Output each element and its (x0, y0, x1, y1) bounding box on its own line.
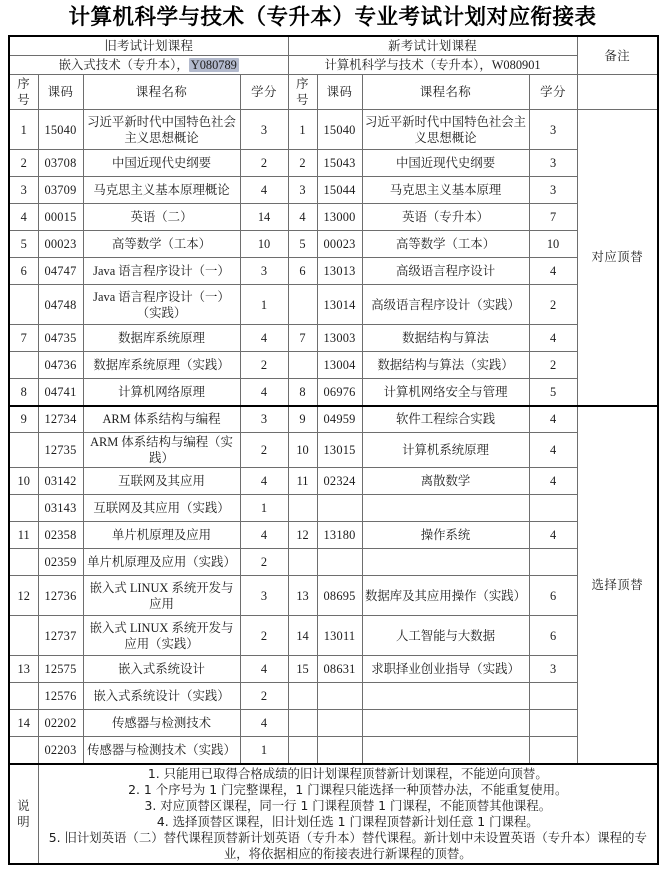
cell-old-no (9, 352, 38, 379)
cell-old-name: 马克思主义基本原理概论 (83, 177, 240, 204)
cell-new-no: 10 (288, 433, 317, 468)
cell-new-credit: 4 (529, 522, 577, 549)
cell-new-credit: 2 (529, 285, 577, 325)
cell-new-name: 高级语言程序设计 (362, 258, 529, 285)
cell-new-credit: 3 (529, 177, 577, 204)
cell-new-no: 14 (288, 616, 317, 656)
notes-row (9, 764, 658, 864)
cell-old-no (9, 683, 38, 710)
column-header-new-name: 课程名称 (362, 75, 529, 110)
cell-old-name: 计算机网络原理 (83, 379, 240, 406)
cell-new-code: 13000 (317, 204, 362, 231)
table-row (9, 683, 658, 710)
table-row (9, 549, 658, 576)
cell-old-no: 7 (9, 325, 38, 352)
cell-new-name: 数据结构与算法 (362, 325, 529, 352)
cell-new-name: 人工智能与大数据 (362, 616, 529, 656)
cell-old-no: 13 (9, 656, 38, 683)
cell-old-no (9, 549, 38, 576)
cell-old-no: 11 (9, 522, 38, 549)
remark-column-header: 备注 (577, 36, 658, 75)
cell-new-code: 08695 (317, 576, 362, 616)
cell-new-code: 13015 (317, 433, 362, 468)
cell-old-code: 03143 (38, 495, 83, 522)
cell-new-credit (529, 683, 577, 710)
cell-new-no: 3 (288, 177, 317, 204)
cell-new-credit (529, 495, 577, 522)
cell-old-code: 04736 (38, 352, 83, 379)
cell-new-name: 求职择业创业指导（实践） (362, 656, 529, 683)
cell-new-credit: 5 (529, 379, 577, 406)
cell-old-credit: 14 (240, 204, 288, 231)
cell-new-code: 04959 (317, 406, 362, 433)
cell-new-no (288, 683, 317, 710)
cell-old-credit: 3 (240, 258, 288, 285)
cell-old-no (9, 616, 38, 656)
cell-new-name (362, 495, 529, 522)
cell-new-name: 高级语言程序设计（实践） (362, 285, 529, 325)
cell-new-code (317, 549, 362, 576)
cell-new-name (362, 683, 529, 710)
cell-old-no (9, 433, 38, 468)
cell-new-code: 13013 (317, 258, 362, 285)
table-row (9, 177, 658, 204)
new-major-cell: 计算机科学与技术（专升本），W080901 (288, 56, 577, 75)
cell-new-credit: 3 (529, 110, 577, 150)
cell-old-code: 03708 (38, 150, 83, 177)
cell-old-code: 15040 (38, 110, 83, 150)
cell-old-credit: 2 (240, 683, 288, 710)
cell-new-name: 习近平新时代中国特色社会主义思想概论 (362, 110, 529, 150)
cell-old-no (9, 285, 38, 325)
cell-new-no: 7 (288, 325, 317, 352)
cell-old-code: 04748 (38, 285, 83, 325)
cell-old-credit: 3 (240, 110, 288, 150)
cell-old-name: 嵌入式系统设计 (83, 656, 240, 683)
cell-old-credit: 2 (240, 616, 288, 656)
note-item: 5. 旧计划英语（二）替代课程顶替新计划英语（专升本）替代课程。新计划中未设置英语（专升本）课程的专业，将依据相应的衔接表进行新课程的顶替。 (48, 829, 647, 861)
table-row (9, 616, 658, 656)
cell-old-no: 9 (9, 406, 38, 433)
cell-new-no: 8 (288, 379, 317, 406)
cell-new-credit: 4 (529, 325, 577, 352)
cell-new-code: 13011 (317, 616, 362, 656)
cell-new-name: 马克思主义基本原理 (362, 177, 529, 204)
cell-new-no: 9 (288, 406, 317, 433)
cell-new-no: 12 (288, 522, 317, 549)
cell-old-name: 数据库系统原理（实践） (83, 352, 240, 379)
cell-old-name: 高等数学（工本） (83, 231, 240, 258)
cell-new-code (317, 495, 362, 522)
cell-old-code: 02203 (38, 737, 83, 764)
cell-old-credit: 1 (240, 737, 288, 764)
table-row (9, 204, 658, 231)
cell-old-code: 12576 (38, 683, 83, 710)
cell-new-no (288, 285, 317, 325)
cell-old-no: 5 (9, 231, 38, 258)
page-title: 计算机科学与技术（专升本）专业考试计划对应衔接表 (68, 5, 597, 29)
cell-new-credit: 4 (529, 468, 577, 495)
cell-new-code (317, 737, 362, 764)
cell-old-code: 00023 (38, 231, 83, 258)
cell-new-code: 15040 (317, 110, 362, 150)
cell-old-credit: 3 (240, 406, 288, 433)
cell-new-no: 4 (288, 204, 317, 231)
cell-new-code (317, 683, 362, 710)
cell-old-name: 嵌入式系统设计（实践） (83, 683, 240, 710)
cell-old-no (9, 495, 38, 522)
table-row (9, 231, 658, 258)
cell-old-credit: 2 (240, 433, 288, 468)
cell-old-code: 12737 (38, 616, 83, 656)
cell-new-code: 13004 (317, 352, 362, 379)
cell-old-name: 嵌入式 LINUX 系统开发与应用（实践） (83, 616, 240, 656)
note-item: 3. 对应顶替区课程，同一行 1 门课程顶替 1 门课程，不能顶替其他课程。 (144, 797, 552, 813)
note-item: 2. 1 个序号为 1 门完整课程，1 门课程只能选择一种顶替办法，不能重复使用。 (128, 781, 568, 797)
cell-new-name (362, 737, 529, 764)
cell-new-code: 06976 (317, 379, 362, 406)
cell-new-name: 计算机网络安全与管理 (362, 379, 529, 406)
cell-new-no (288, 737, 317, 764)
cell-old-code: 12734 (38, 406, 83, 433)
remark-optional: 选择顶替 (577, 406, 658, 764)
table-header-group-row (9, 36, 658, 56)
cell-old-name: ARM 体系结构与编程（实践） (83, 433, 240, 468)
cell-new-credit: 6 (529, 616, 577, 656)
cell-old-code: 04735 (38, 325, 83, 352)
cell-new-credit: 4 (529, 406, 577, 433)
notes-label: 说明 (9, 764, 38, 864)
cell-old-code: 04747 (38, 258, 83, 285)
cell-new-no (288, 710, 317, 737)
cell-new-code (317, 710, 362, 737)
cell-old-name: 单片机原理及应用（实践） (83, 549, 240, 576)
table-row (9, 258, 658, 285)
cell-new-name: 中国近现代史纲要 (362, 150, 529, 177)
cell-new-name: 高等数学（工本） (362, 231, 529, 258)
cell-new-credit (529, 710, 577, 737)
cell-old-name: 传感器与检测技术（实践） (83, 737, 240, 764)
cell-old-credit: 4 (240, 325, 288, 352)
cell-new-no: 15 (288, 656, 317, 683)
cell-old-credit: 10 (240, 231, 288, 258)
cell-new-name: 离散数学 (362, 468, 529, 495)
table-row (9, 710, 658, 737)
cell-new-code: 15043 (317, 150, 362, 177)
cell-new-name: 操作系统 (362, 522, 529, 549)
table-row (9, 325, 658, 352)
cell-new-no: 13 (288, 576, 317, 616)
cell-new-code: 13180 (317, 522, 362, 549)
cell-old-no: 10 (9, 468, 38, 495)
cell-old-name: 数据库系统原理 (83, 325, 240, 352)
cell-old-name: Java 语言程序设计（一）（实践） (83, 285, 240, 325)
old-major-code-highlighted[interactable]: Y080789 (190, 58, 237, 72)
cell-new-credit: 4 (529, 433, 577, 468)
cell-old-credit: 1 (240, 285, 288, 325)
table-row (9, 468, 658, 495)
note-item: 4. 选择顶替区课程，旧计划任选 1 门课程顶替新计划任意 1 门课程。 (156, 813, 539, 829)
cell-new-name: 数据库及其应用操作（实践） (362, 576, 529, 616)
cell-old-credit: 4 (240, 468, 288, 495)
cell-old-no (9, 737, 38, 764)
cell-old-no: 2 (9, 150, 38, 177)
cell-old-name: 中国近现代史纲要 (83, 150, 240, 177)
cell-old-no: 6 (9, 258, 38, 285)
old-major-name: 嵌入式技术（专升本）， (58, 58, 189, 72)
cell-new-credit: 4 (529, 258, 577, 285)
cell-old-credit: 4 (240, 177, 288, 204)
table-row (9, 110, 658, 150)
cell-new-name: 软件工程综合实践 (362, 406, 529, 433)
cell-new-no: 5 (288, 231, 317, 258)
column-header-old-no: 序号 (9, 75, 38, 110)
cell-old-name: 嵌入式 LINUX 系统开发与应用 (83, 576, 240, 616)
table-row (9, 495, 658, 522)
column-header-new-credit: 学分 (529, 75, 577, 110)
table-row (9, 656, 658, 683)
cell-new-name: 数据结构与算法（实践） (362, 352, 529, 379)
notes-content (38, 764, 658, 864)
cell-old-name: 互联网及其应用 (83, 468, 240, 495)
cell-old-credit: 2 (240, 549, 288, 576)
cell-old-credit: 4 (240, 710, 288, 737)
cell-new-name: 英语（专升本） (362, 204, 529, 231)
cell-old-name: ARM 体系结构与编程 (83, 406, 240, 433)
column-header-new-no: 序号 (288, 75, 317, 110)
table-column-header-row (9, 75, 658, 110)
cell-new-code: 00023 (317, 231, 362, 258)
cell-old-code: 03709 (38, 177, 83, 204)
cell-old-code: 12736 (38, 576, 83, 616)
new-plan-group-header: 新考试计划课程 (288, 36, 577, 56)
cell-old-credit: 2 (240, 150, 288, 177)
table-row (9, 433, 658, 468)
cell-new-credit (529, 549, 577, 576)
cell-new-no (288, 352, 317, 379)
cell-old-name: 互联网及其应用（实践） (83, 495, 240, 522)
cell-old-credit: 2 (240, 352, 288, 379)
cell-new-credit: 3 (529, 656, 577, 683)
table-row (9, 352, 658, 379)
column-header-old-name: 课程名称 (83, 75, 240, 110)
course-mapping-table (8, 35, 659, 865)
cell-old-no: 12 (9, 576, 38, 616)
note-item: 1. 只能用已取得合格成绩的旧计划课程顶替新计划课程，不能逆向顶替。 (147, 765, 548, 781)
cell-old-name: 习近平新时代中国特色社会主义思想概论 (83, 110, 240, 150)
cell-new-no: 1 (288, 110, 317, 150)
cell-new-code: 13014 (317, 285, 362, 325)
cell-new-no: 2 (288, 150, 317, 177)
cell-new-credit: 10 (529, 231, 577, 258)
cell-old-code: 12575 (38, 656, 83, 683)
cell-old-credit: 4 (240, 379, 288, 406)
cell-old-no: 1 (9, 110, 38, 150)
cell-new-name (362, 710, 529, 737)
cell-new-credit: 7 (529, 204, 577, 231)
cell-old-credit: 4 (240, 522, 288, 549)
table-header-major-row (9, 56, 658, 75)
cell-new-no: 6 (288, 258, 317, 285)
column-header-old-code: 课码 (38, 75, 83, 110)
cell-new-name: 计算机系统原理 (362, 433, 529, 468)
cell-old-name: 单片机原理及应用 (83, 522, 240, 549)
cell-new-code: 08631 (317, 656, 362, 683)
remark-corresponding: 对应顶替 (577, 110, 658, 406)
old-plan-group-header: 旧考试计划课程 (9, 36, 288, 56)
table-row (9, 406, 658, 433)
cell-new-credit: 3 (529, 150, 577, 177)
cell-new-credit (529, 737, 577, 764)
old-major-cell (9, 56, 288, 75)
cell-old-name: Java 语言程序设计（一） (83, 258, 240, 285)
cell-new-code: 13003 (317, 325, 362, 352)
table-row (9, 576, 658, 616)
cell-new-no (288, 549, 317, 576)
table-row (9, 285, 658, 325)
cell-old-no: 14 (9, 710, 38, 737)
cell-new-credit: 2 (529, 352, 577, 379)
cell-old-credit: 1 (240, 495, 288, 522)
table-row (9, 150, 658, 177)
table-row (9, 522, 658, 549)
table-body (9, 110, 658, 764)
cell-old-name: 传感器与检测技术 (83, 710, 240, 737)
cell-old-code: 00015 (38, 204, 83, 231)
cell-old-no: 3 (9, 177, 38, 204)
cell-old-name: 英语（二） (83, 204, 240, 231)
table-row (9, 737, 658, 764)
cell-new-code: 02324 (317, 468, 362, 495)
table-row (9, 379, 658, 406)
cell-old-code: 03142 (38, 468, 83, 495)
column-header-old-credit: 学分 (240, 75, 288, 110)
cell-new-no: 11 (288, 468, 317, 495)
cell-new-no (288, 495, 317, 522)
remark-header-spacer (577, 75, 658, 110)
cell-old-no: 8 (9, 379, 38, 406)
column-header-new-code: 课码 (317, 75, 362, 110)
cell-old-credit: 4 (240, 656, 288, 683)
cell-old-no: 4 (9, 204, 38, 231)
cell-new-name (362, 549, 529, 576)
cell-old-code: 04741 (38, 379, 83, 406)
cell-old-code: 02358 (38, 522, 83, 549)
cell-new-code: 15044 (317, 177, 362, 204)
cell-new-credit: 6 (529, 576, 577, 616)
cell-old-code: 12735 (38, 433, 83, 468)
cell-old-code: 02202 (38, 710, 83, 737)
cell-old-code: 02359 (38, 549, 83, 576)
cell-old-credit: 3 (240, 576, 288, 616)
